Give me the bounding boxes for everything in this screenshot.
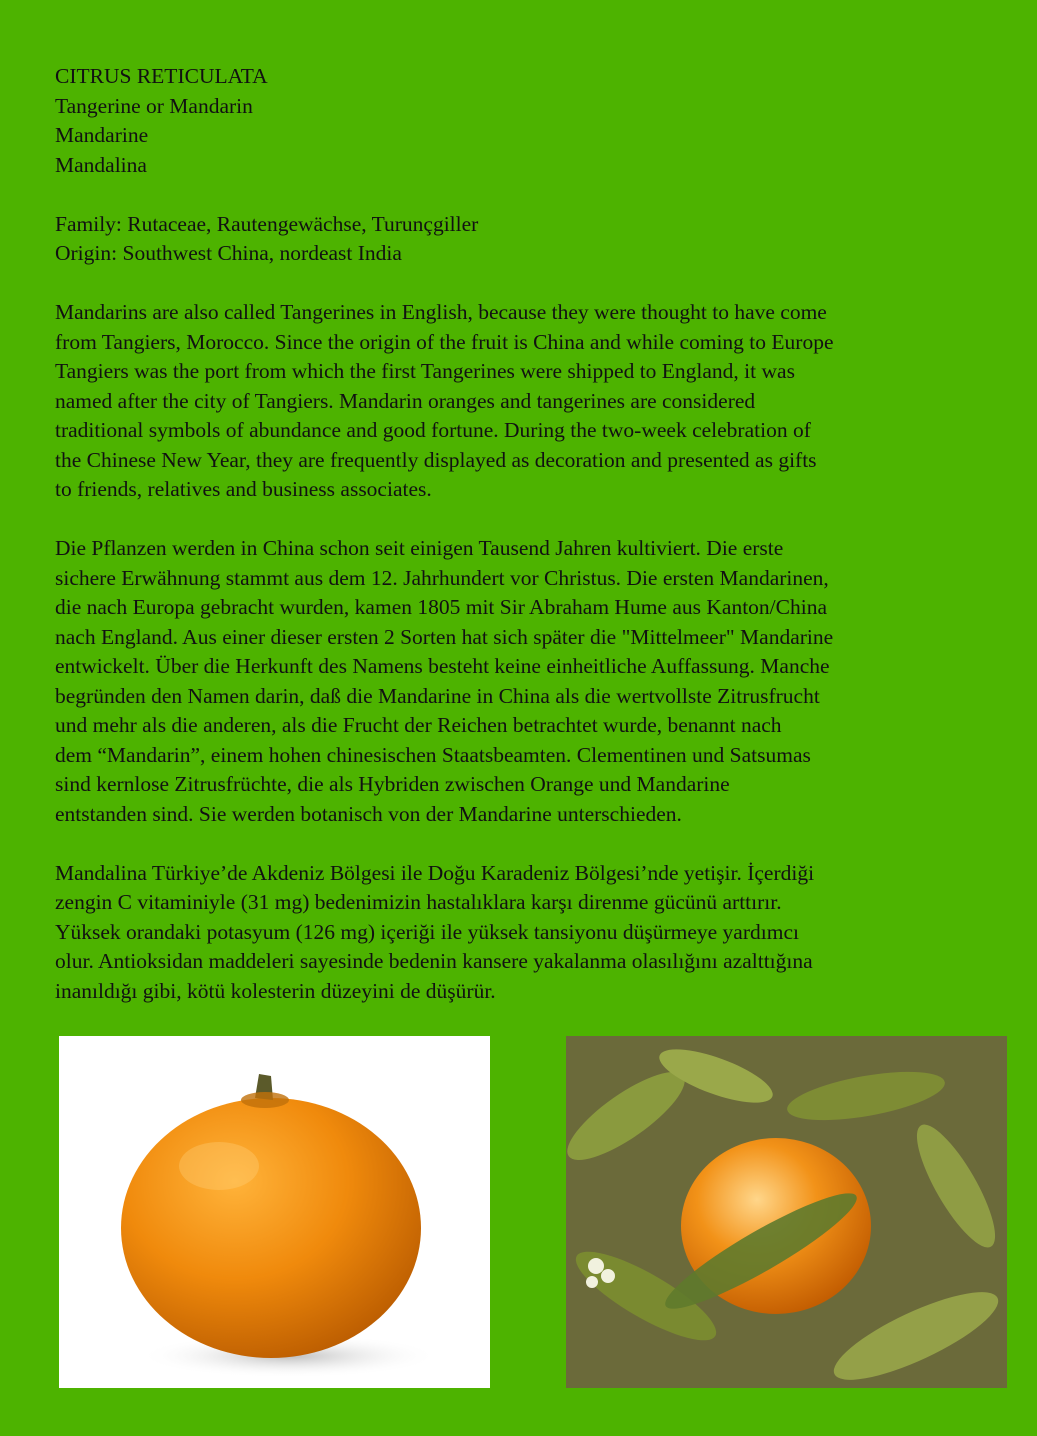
photo-row [0, 1036, 1037, 1388]
paragraph-line: entstanden sind. Sie werden botanisch von der Mandarine unterschieden. [55, 801, 682, 826]
paragraph-line: zengin C vitaminiyle (31 mg) bedenimizin hastalıklara karşı direnme gücünü arttırır. [55, 890, 782, 914]
blossom-bud [586, 1276, 598, 1288]
mandarin-fruit-illustration [59, 1036, 490, 1388]
fruit-highlight [179, 1142, 259, 1190]
common-name-english: Tangerine or Mandarin [55, 93, 253, 118]
origin-line: Origin: Southwest China, nordeast India [55, 241, 402, 265]
paragraph-line: to friends, relatives and business associates. [55, 477, 432, 501]
paragraph-line: dem “Mandarin”, einem hohen chinesischen Staatsbeamten. Clementinen und Satsumas [55, 742, 811, 767]
latin-name: CITRUS RETICULATA [55, 64, 268, 88]
mandarin-fruit [121, 1098, 421, 1358]
german-paragraph [55, 534, 1005, 829]
paragraph-line: die nach Europa gebracht wurden, kamen 1805 mit Sir Abraham Hume aus Kanton/China [55, 595, 828, 619]
paragraph-line: Mandalina Türkiye’de Akdeniz Bölgesi ile Doğu Karadeniz Bölgesi’nde yetişir. İçerdiği [55, 860, 815, 885]
family-line: Family: Rutaceae, Rautengewächse, Turunçgiller [55, 211, 479, 236]
paragraph-line: nach England. Aus einer dieser ersten 2 Sorten hat sich später die "Mittelmeer" Mandarine [55, 624, 834, 649]
blossom-bud [588, 1258, 604, 1274]
paragraph-line: Die Pflanzen werden in China schon seit einigen Tausend Jahren kultiviert. Die erste [55, 536, 784, 560]
english-paragraph [55, 298, 1005, 505]
paragraph-line: sind kernlose Zitrusfrüchte, die als Hybriden zwischen Orange und Mandarine [55, 772, 730, 796]
spacer [55, 829, 1005, 859]
paragraph-line: sichere Erwähnung stammt aus dem 12. Jahrhundert vor Christus. Die ersten Mandarinen, [55, 565, 829, 590]
spacer [55, 505, 1005, 535]
paragraph-line: Mandarins are also called Tangerines in English, because they were thought to have come [55, 300, 827, 324]
paragraph-line: inanıldığı gibi, kötü kolesterin düzeyini de düşürür. [55, 978, 496, 1003]
spacer [55, 180, 1005, 210]
spacer [55, 269, 1005, 299]
mandarin-tree-photo [566, 1036, 1007, 1388]
paragraph-line: entwickelt. Über die Herkunft des Namens besteht keine einheitliche Auffassung. Manche [55, 654, 830, 678]
turkish-paragraph [55, 859, 1005, 1007]
paragraph-line: from Tangiers, Morocco. Since the origin of the fruit is China and while coming to Europe [55, 329, 834, 354]
paragraph-line: und mehr als die anderen, als die Frucht der Reichen betrachtet wurde, benannt nach [55, 713, 782, 737]
paragraph-line: the Chinese New Year, they are frequently displayed as decoration and presented as gifts [55, 447, 817, 472]
mandarin-tree-illustration [566, 1036, 1007, 1388]
paragraph-line: begründen den Namen darin, daß die Mandarine in China als die wertvollste Zitrusfrucht [55, 683, 820, 708]
paragraph-line: named after the city of Tangiers. Mandarin oranges and tangerines are considered [55, 388, 756, 413]
common-name-turkish: Mandalina [55, 152, 147, 177]
mandarin-photo [59, 1036, 490, 1388]
stem-base [241, 1092, 289, 1108]
paragraph-line: traditional symbols of abundance and good fortune. During the two-week celebration of [55, 418, 811, 442]
paragraph-line: Tangiers was the port from which the first Tangerines were shipped to England, it was [55, 359, 795, 383]
paragraph-line: olur. Antioksidan maddeleri sayesinde bedenin kansere yakalanma olasılığını azalttığına [55, 949, 813, 973]
paragraph-line: Yüksek orandaki potasyum (126 mg) içeriği ile yüksek tansiyonu düşürmeye yardımcı [55, 919, 799, 944]
blossom-bud [601, 1269, 615, 1283]
common-name-german: Mandarine [55, 123, 149, 147]
document-body [55, 62, 1005, 1006]
